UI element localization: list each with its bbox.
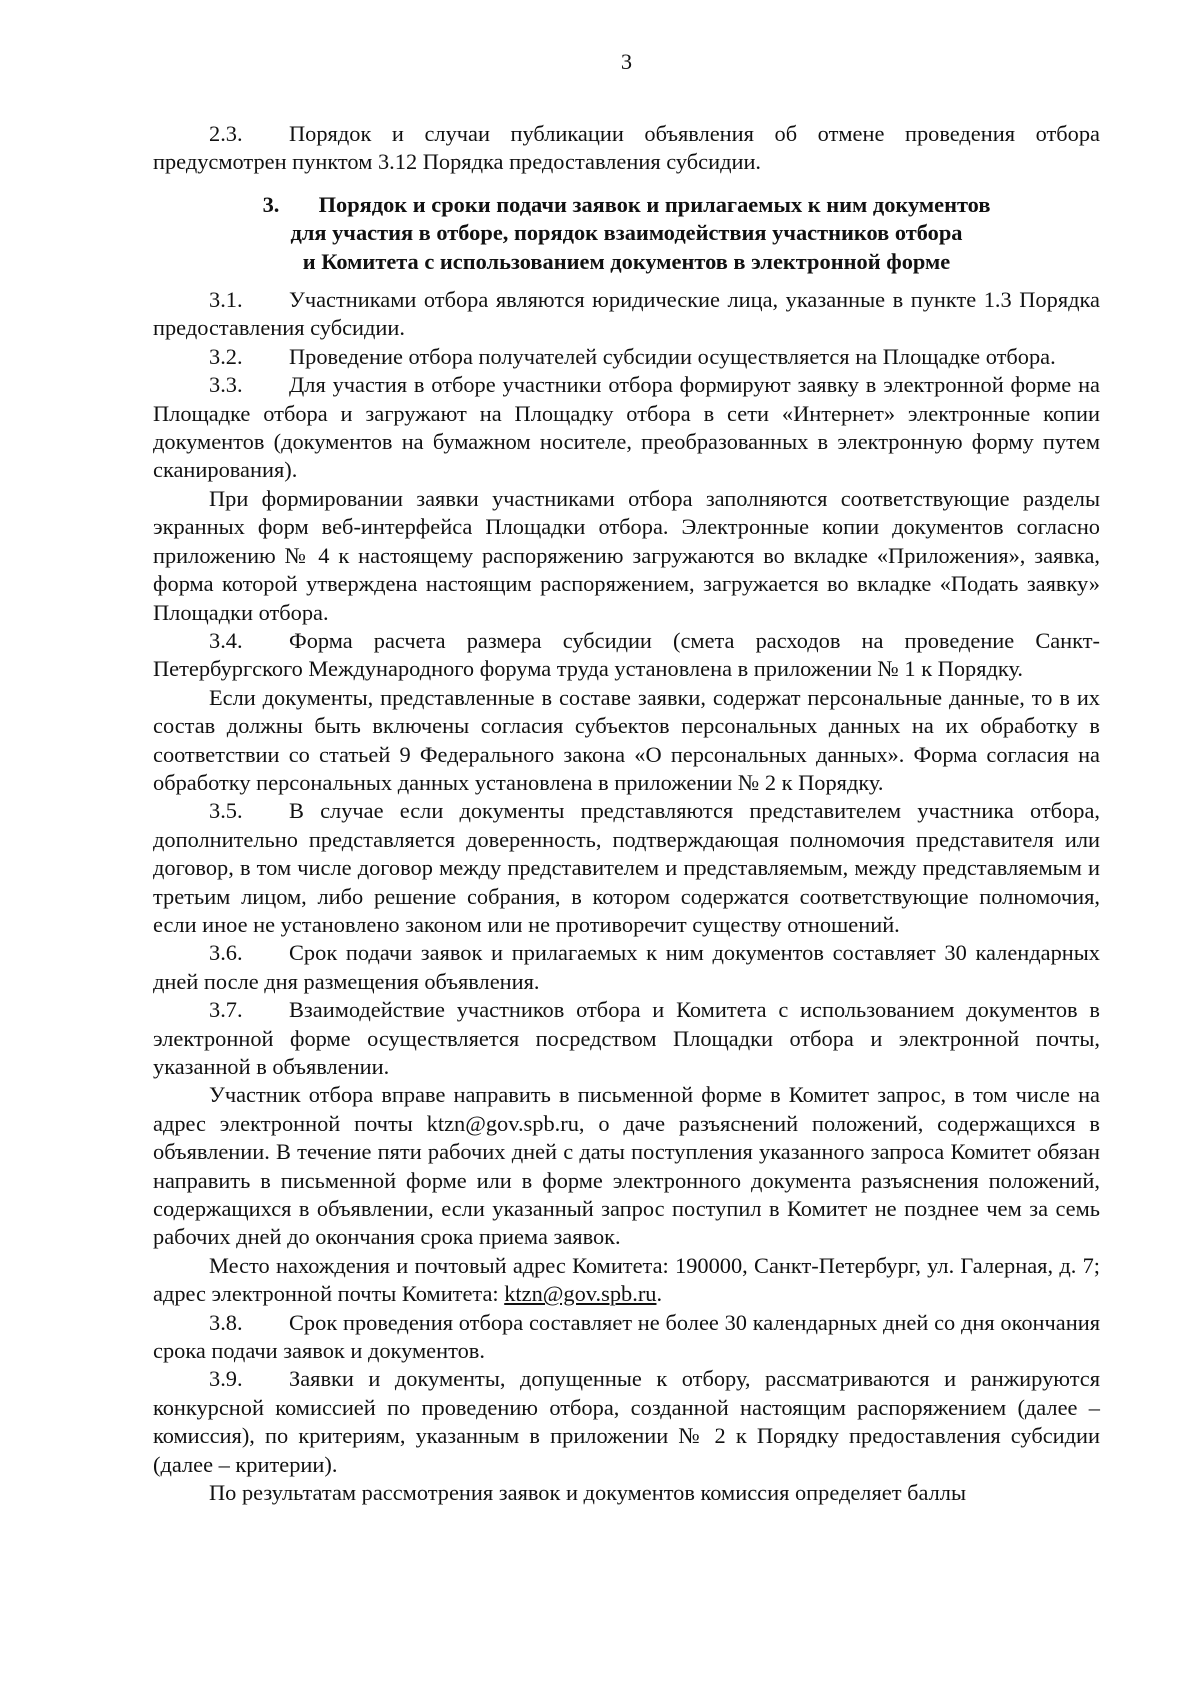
paragraph-number: 2.3. [209,121,243,146]
paragraph-3-6 [153,939,1100,996]
heading-number: 3. [262,191,280,217]
paragraph-3-1 [153,286,1100,343]
section-heading [153,191,1100,276]
paragraph-text: Для участия в отборе участники отбора формируют заявку в электронной форме на Площадке отбора и загружают на Площадку отбора в сети «Интернет» электронные копии документов (документов на бумажном носителе, преобразованных в электронную форму путем сканирования). [153,372,1100,483]
paragraph-3-4 [153,627,1100,684]
heading-line-2: для участия в отборе, порядок взаимодействия участников отбора [290,220,963,246]
paragraph-text: В случае если документы представляются представителем участника отбора, дополнительно представляется доверенность, подтверждающая полномочия представителя или договор, в том числе договор между представителем и представляемым, между представляемым и третьим лицом, либо решение собрания, в котором содержатся соответствующие полномочия, если иное не установлено законом или не противоречит существу отношений. [153,798,1100,937]
paragraph-text: Порядок и случаи публикации объявления об отмене проведения отбора предусмотрен пунктом 3.12 Порядка предоставления субсидии. [153,121,1100,175]
heading-line-3: и Комитета с использованием документов в электронной форме [302,248,951,274]
paragraph-number: 3.5. [209,798,243,824]
paragraph-number: 3.3. [209,372,243,398]
paragraph-number: 3.6. [209,940,243,966]
paragraph-3-3-cont: При формировании заявки участниками отбора заполняются соответствующие разделы экранных форм веб-интерфейса Площадки отбора. Электронные копии документов согласно приложению № 4 к настоящему распоряжению загружаются во вкладке «Приложения», заявка, форма которой утверждена настоящим распоряжением, загружается во вкладке «Подать заявку» Площадки отбора. [153,485,1100,625]
paragraph-3-5 [153,797,1100,939]
paragraph-text: Заявки и документы, допущенные к отбору, рассматриваются и ранжируются конкурсной комиссией по проведению отбора, созданной настоящим распоряжением (далее – комиссия), по критериям, указанным в приложении № 2 к Порядку предоставления субсидии (далее – критерии). [153,1366,1100,1477]
paragraph-3-7-cont: Участник отбора вправе направить в письменной форме в Комитет запрос, в том числе на адрес электронной почты ktzn@gov.spb.ru, о даче разъяснений положений, содержащихся в объявлении. В течение пяти рабочих дней с даты поступления указанного запроса Комитет обязан направить в письменной форме или в форме электронного документа разъяснения положений, содержащихся в объявлении, если указанный запрос поступил в Комитет не позднее чем за семь рабочих дней до окончания срока приема заявок. [153,1082,1100,1250]
paragraph-number: 3.4. [209,627,243,653]
paragraph-3-7 [153,996,1100,1081]
paragraph-3-8 [153,1309,1100,1366]
paragraph-text: Форма расчета размера субсидии (смета расходов на проведение Санкт-Петербургского Международного форума труда установлена в приложении № 1 к Порядку. [153,627,1100,682]
paragraph-number: 3.7. [209,997,243,1023]
paragraph-number: 3.9. [209,1366,243,1392]
paragraph-text: Взаимодействие участников отбора и Комитета с использованием документов в электронной форме осуществляется посредством Площадки отбора и электронной почты, указанной в объявлении. [153,997,1100,1079]
paragraph-3-2 [153,343,1100,371]
paragraph-text: Срок проведения отбора составляет не более 30 календарных дней со дня окончания срока подачи заявок и документов. [153,1309,1100,1364]
page-number: 3 [620,49,633,74]
paragraph-text: Участниками отбора являются юридические лица, указанные в пункте 1.3 Порядка предоставления субсидии. [153,287,1100,341]
paragraph-2-3 [153,120,1100,177]
paragraph-number: 3.2. [209,343,243,369]
paragraph-address: Место нахождения и почтовый адрес Комитета: 190000, Санкт-Петербург, ул. Галерная, д. 7; адрес электронной почты Комитета: ktzn@gov.spb.ru. [153,1252,1100,1307]
heading-line-1: 3. Порядок и сроки подачи заявок и прилагаемых к ним документов [153,191,1100,219]
paragraph-text: Срок подачи заявок и прилагаемых к ним документов составляет 30 календарных дней после дня размещения объявления. [153,940,1100,994]
paragraph-3-4-cont: Если документы, представленные в составе заявки, содержат персональные данные, то в их состав должны быть включены согласия субъектов персональных данных на их обработку в соответствии со статьей 9 Федерального закона «О персональных данных». Форма согласия на обработку персональных данных установлена в приложении № 2 к Порядку. [153,684,1100,795]
paragraph-3-9-cont: По результатам рассмотрения заявок и документов комиссия определяет баллы [209,1480,967,1506]
paragraph-3-9 [153,1365,1100,1479]
paragraph-text: Проведение отбора получателей субсидии осуществляется на Площадке отбора. [289,343,1056,369]
paragraph-3-3 [153,371,1100,485]
address-text: Место нахождения и почтовый адрес Комитета: 190000, Санкт-Петербург, ул. Галерная, д. 7; адрес электронной почты Комитета: [153,1252,1100,1307]
email-link[interactable]: ktzn@gov.spb.ru [504,1281,657,1307]
document-page [153,48,1100,1508]
paragraph-number: 3.8. [209,1309,243,1335]
paragraph-number: 3.1. [209,287,243,313]
